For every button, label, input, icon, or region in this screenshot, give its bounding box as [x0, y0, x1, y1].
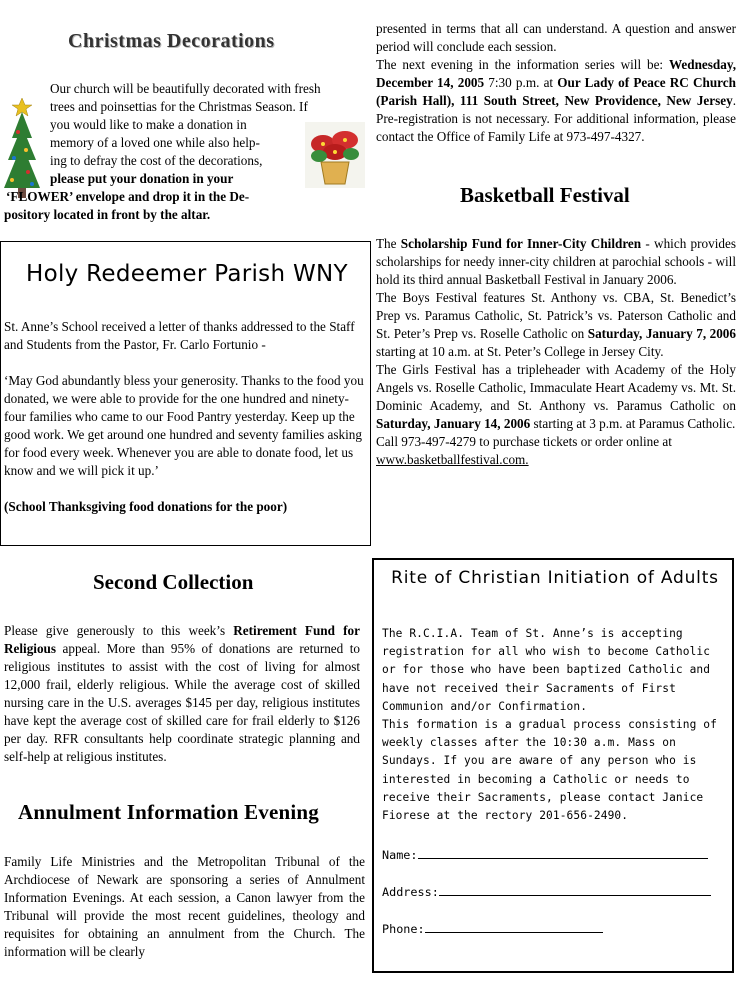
second-collection-text: appeal. More than 95% of donations are returned to religious institutes to assist with the cost of living for almost 12,000 frail, elderly religious. While the average cost of skilled nursing care in the U.S. averages $145 per day, religious institutes have kept the average cost of skilled care for frail elderly to $126 per day. RFR consultants help coordinate strategic planning and self-help at religious institutes.: [4, 641, 360, 764]
holy-redeemer-letter: ‘May God abundantly bless your generosity. Thanks to the food you donated, we were able to provide for the one hundred and ninety-four families who came to our Food Pantry yesterday. Keep up the good work. We get around one hundred and seventy families asking for food every week. Whenever you are able to donate food, let us know and we will pick it up.’: [4, 373, 364, 478]
deco-line: please put your donation in your: [50, 171, 234, 186]
basketball-text: The Boys Festival features St. Anthony vs. CBA, St. Benedict’s Prep vs. Paramus Catholic, St. Patrick’s vs. Paterson Catholic and St. Peter’s Prep vs. Roselle Catholic on: [376, 290, 736, 341]
basketball-girls-date: Saturday, January 14, 2006: [376, 416, 531, 431]
basketball-intro: [376, 235, 736, 289]
next-evening-text: 7:30 p.m. at: [484, 75, 558, 90]
next-evening-place: Our Lady of Peace RC Church (Parish Hall), 111 South Street, New Providence, New Jersey: [376, 75, 736, 108]
address-field[interactable]: [439, 885, 711, 896]
christmas-decorations-title: Christmas Decorations: [68, 30, 275, 52]
basketball-title: Basketball Festival: [460, 183, 630, 207]
basketball-girls: [376, 361, 736, 433]
next-evening-text: The next evening in the information series will be:: [376, 57, 669, 72]
annulment-continued: [376, 20, 736, 146]
second-collection-body: [4, 622, 360, 766]
deco-line: ing to defray the cost of the decorations,: [50, 153, 263, 168]
holy-redeemer-title: Holy Redeemer Parish WNY: [26, 261, 348, 287]
deco-line: you would like to make a donation in: [50, 117, 247, 132]
rcia-phone-row: [382, 920, 603, 938]
deco-line: trees and poinsettias for the Christmas Season. If: [50, 99, 308, 114]
basketball-text: starting at 3 p.m. at Paramus Catholic.: [530, 416, 736, 431]
deco-line: pository located in front by the altar.: [4, 207, 211, 222]
deco-line: Our church will be beautifully decorated with fresh: [50, 81, 321, 96]
name-field[interactable]: [418, 848, 708, 859]
annulment-body: Family Life Ministries and the Metropolitan Tribunal of the Archdiocese of Newark are sponsoring a series of Annulment Information Evenings. At each session, a Canon lawyer from the Tribunal will provide the most recent guidelines, theology and requisites for obtaining an annulment from the Church. The information will be clearly: [4, 854, 365, 959]
annulment-continued-text: presented in terms that all can understand. A question and answer period will conclude each session.: [376, 21, 736, 54]
holy-redeemer-intro: St. Anne’s School received a letter of thanks addressed to the Staff and Students from the Pastor, Fr. Carlo Fortunio -: [4, 319, 355, 352]
name-label: Name:: [382, 848, 418, 862]
second-collection-text: Please give generously to this week’s: [4, 623, 234, 638]
basketball-tickets: Call 973-497-4279 to purchase tickets or order online at: [376, 434, 672, 449]
basketball-text: starting at 10 a.m. at St. Peter’s College in Jersey City.: [376, 344, 664, 359]
rcia-title: Rite of Christian Initiation of Adults: [391, 568, 719, 588]
second-collection-title: Second Collection: [93, 570, 254, 594]
address-label: Address:: [382, 885, 439, 899]
annulment-title: Annulment Information Evening: [18, 800, 320, 824]
phone-field[interactable]: [425, 922, 603, 933]
deco-line: memory of a loved one while also help-: [50, 135, 260, 150]
basketball-website-link[interactable]: www.basketballfestival.com.: [376, 452, 529, 467]
rcia-name-row: [382, 846, 708, 864]
phone-label: Phone:: [382, 922, 425, 936]
rcia-address-row: [382, 883, 711, 901]
basketball-fund: Scholarship Fund for Inner-City Children: [400, 236, 642, 251]
holy-redeemer-note: (School Thanksgiving food donations for the poor): [4, 499, 288, 514]
holy-redeemer-body: [4, 318, 368, 516]
basketball-boys: [376, 289, 736, 361]
rcia-formation: This formation is a gradual process consisting of weekly classes after the 10:30 a.m. Mass on Sundays. If you are aware of any person who is interested in becoming a Catholic or needs to receive their Sacraments, please contact Janice Fiorese at the rectory 201-656-2490.: [382, 718, 717, 823]
annulment-next-evening: [376, 56, 736, 146]
christmas-decorations-text: [4, 80, 372, 224]
basketball-body: [376, 235, 736, 469]
basketball-text: - which provides scholarships for needy inner-city children at parochial schools - will hold its third annual Basketball Festival in January 2006.: [376, 236, 736, 287]
rcia-registration: The R.C.I.A. Team of St. Anne’s is accepting registration for all who wish to become Catholic or for those who have been baptized Catholic and have not received their Sacraments of First Communion and/or Confirmation.: [382, 627, 711, 713]
basketball-text: The: [376, 236, 401, 251]
second-collection-fund: Retirement Fund for Religious: [4, 623, 360, 656]
basketball-boys-date: Saturday, January 7, 2006: [587, 326, 736, 341]
next-evening-date: Wednesday, December 14, 2005: [376, 57, 736, 90]
rcia-body: [382, 625, 727, 825]
next-evening-text: . Pre-registration is not necessary. For additional information, please contact the Office of Family Life at 973-497-4327.: [376, 93, 736, 144]
deco-line: ‘FLOWER’ envelope and drop it in the De-: [6, 189, 250, 204]
basketball-text: The Girls Festival has a tripleheader with Academy of the Holy Angels vs. Roselle Catholic, Immaculate Heart Academy vs. Mt. St. Dominic Academy, and St. Anthony vs. Paramus Catholic on: [376, 362, 736, 413]
